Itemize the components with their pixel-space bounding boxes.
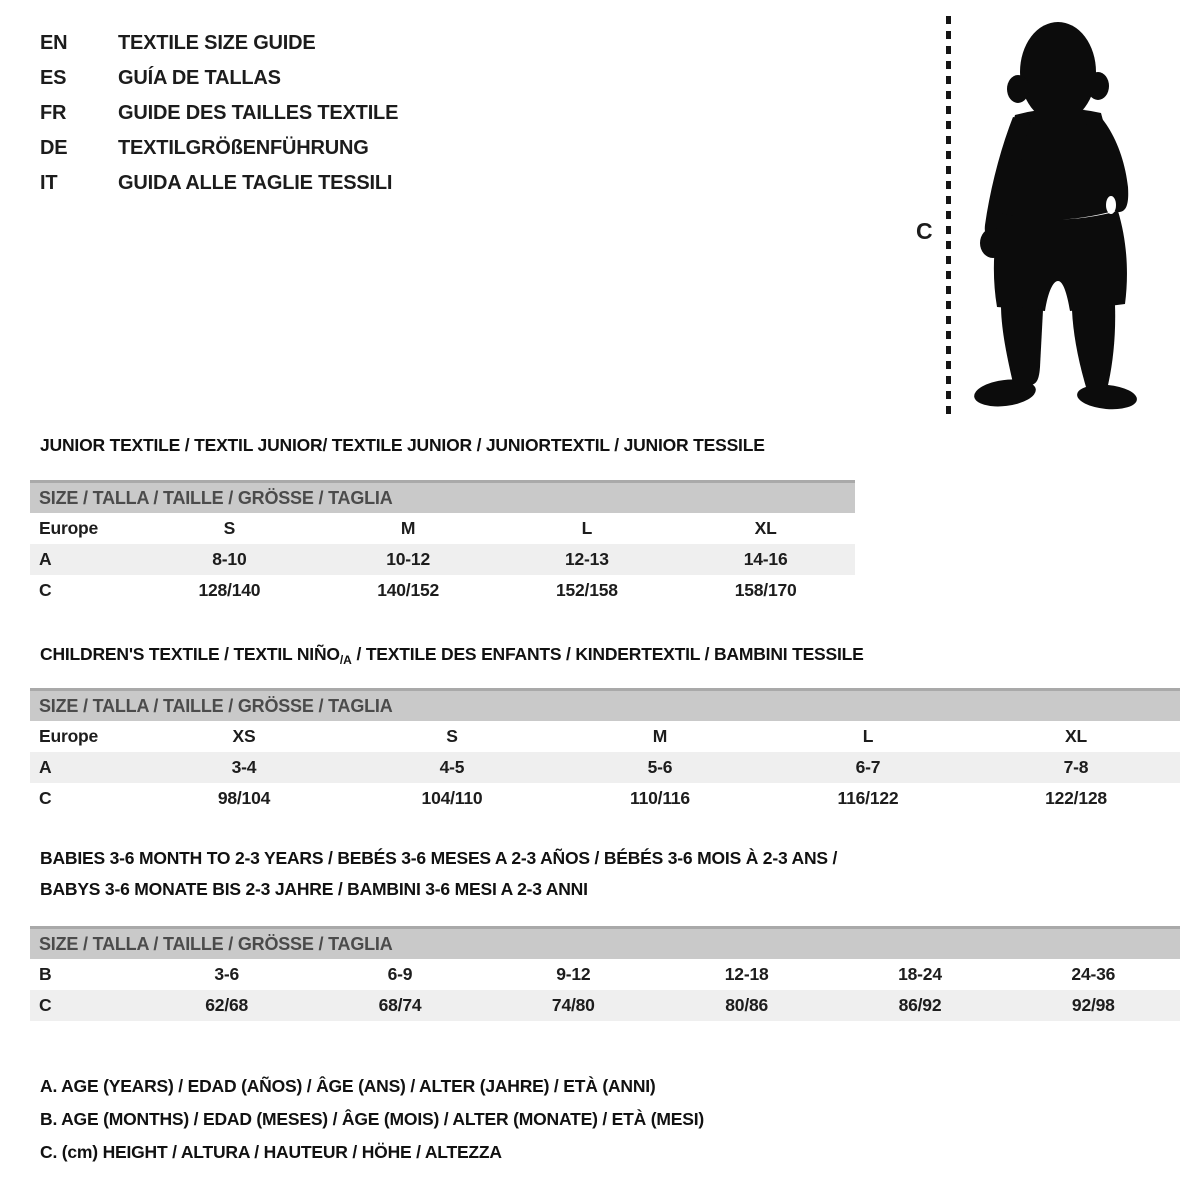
lang-code: IT — [40, 172, 58, 194]
legend-line-a: A. AGE (YEARS) / EDAD (AÑOS) / ÂGE (ANS) / ALTER (JAHRE) / ETÀ (ANNI) — [40, 1076, 656, 1096]
size-cell: M — [400, 518, 416, 538]
babies-title-line1: BABIES 3-6 MONTH TO 2-3 YEARS / BEBÉS 3-6 MESES A 2-3 AÑOS / BÉBÉS 3-6 MOIS À 2-3 ANS / — [40, 848, 838, 868]
size-header-bar — [30, 688, 1180, 721]
lang-code: DE — [40, 137, 68, 159]
height-dashed-line — [946, 16, 951, 418]
age-cell: 10-12 — [386, 549, 430, 569]
age-cell: 4-5 — [439, 757, 465, 777]
age-cell: 5-6 — [647, 757, 673, 777]
legend-line-c: C. (cm) HEIGHT / ALTURA / HAUTEUR / HÖHE / ALTEZZA — [40, 1142, 502, 1162]
size-cell: L — [862, 726, 874, 746]
size-cell: S — [223, 518, 236, 538]
table-row-height — [30, 783, 1180, 814]
table-row-age — [30, 544, 855, 575]
guide-title-de: TEXTILGRÖßENFÜHRUNG — [118, 137, 369, 159]
junior-section-title: JUNIOR TEXTILE / TEXTIL JUNIOR/ TEXTILE JUNIOR / JUNIORTEXTIL / JUNIOR TESSILE — [40, 435, 765, 455]
size-cell: XL — [1065, 726, 1087, 746]
children-section-title — [40, 644, 864, 667]
babies-title-line2: BABYS 3-6 MONATE BIS 2-3 JAHRE / BAMBINI 3-6 MESI A 2-3 ANNI — [40, 879, 588, 899]
children-size-table — [30, 688, 1180, 814]
height-cell: 158/170 — [734, 580, 797, 600]
row-label: A — [39, 549, 52, 569]
table-row-europe — [30, 513, 855, 544]
table-row-height — [30, 990, 1180, 1021]
height-cell: 128/140 — [198, 580, 261, 600]
age-cell: 6-9 — [387, 964, 413, 984]
age-cell: 7-8 — [1063, 757, 1089, 777]
guide-title-it: GUIDA ALLE TAGLIE TESSILI — [118, 172, 393, 194]
table-row-europe — [30, 721, 1180, 752]
size-header-label: SIZE / TALLA / TAILLE / GRÖSSE / TAGLIA — [39, 487, 393, 508]
lang-code: FR — [40, 102, 67, 124]
age-cell: 12-13 — [564, 549, 609, 569]
size-cell: S — [446, 726, 458, 746]
row-label: B — [39, 964, 52, 984]
children-title-post: / TEXTILE DES ENFANTS / KINDERTEXTIL / BAMBINI TESSILE — [351, 644, 864, 664]
height-cell: 116/122 — [837, 788, 899, 808]
row-label: C — [39, 788, 52, 808]
table-row-age-months — [30, 959, 1180, 990]
lang-code: EN — [40, 32, 68, 54]
size-header-label: SIZE / TALLA / TAILLE / GRÖSSE / TAGLIA — [39, 933, 393, 954]
size-cell: M — [652, 726, 668, 746]
guide-title-fr: GUIDE DES TAILLES TEXTILE — [118, 102, 399, 124]
size-cell: XS — [232, 726, 256, 746]
height-cell: 122/128 — [1045, 788, 1107, 808]
row-label: C — [39, 580, 52, 600]
lang-row-fr — [40, 96, 398, 131]
row-label: C — [39, 995, 52, 1015]
lang-code: ES — [40, 67, 67, 89]
size-cell: XL — [754, 518, 777, 538]
babies-size-table — [30, 926, 1180, 1021]
junior-size-table — [30, 480, 855, 606]
height-cell: 110/116 — [630, 788, 690, 808]
language-title-block — [40, 26, 398, 201]
row-label: Europe — [39, 518, 99, 538]
size-header-label: SIZE / TALLA / TAILLE / GRÖSSE / TAGLIA — [39, 695, 393, 716]
height-cell: 104/110 — [421, 788, 483, 808]
toddler-silhouette-icon — [955, 15, 1170, 420]
guide-title-es: GUÍA DE TALLAS — [118, 67, 281, 89]
babies-section-title — [40, 843, 837, 905]
lang-row-it — [40, 166, 398, 201]
lang-row-es — [40, 61, 398, 96]
height-cell: 98/104 — [217, 788, 271, 808]
age-cell: 24-36 — [1071, 964, 1116, 984]
size-cell: L — [581, 518, 593, 538]
guide-title-en: TEXTILE SIZE GUIDE — [118, 32, 316, 54]
lang-row-de — [40, 131, 398, 166]
row-label: A — [39, 757, 52, 777]
age-cell: 3-6 — [214, 964, 240, 984]
age-cell: 6-7 — [855, 757, 881, 777]
height-cell: 92/98 — [1071, 995, 1115, 1015]
row-label: Europe — [39, 726, 99, 746]
children-title-pre: CHILDREN'S TEXTILE / TEXTIL NIÑO — [40, 644, 340, 664]
height-cell: 80/86 — [725, 995, 769, 1015]
height-measure-label: C — [916, 218, 933, 244]
height-cell: 86/92 — [898, 995, 942, 1015]
height-cell: 140/152 — [377, 580, 440, 600]
height-cell: 62/68 — [205, 995, 249, 1015]
age-cell: 3-4 — [231, 757, 257, 777]
table-row-height — [30, 575, 855, 606]
legend-line-b: B. AGE (MONTHS) / EDAD (MESES) / ÂGE (MOIS) / ALTER (MONATE) / ETÀ (MESI) — [40, 1109, 704, 1129]
size-header-bar — [30, 480, 855, 513]
children-title-sub: /A — [339, 653, 352, 667]
age-cell: 8-10 — [212, 549, 247, 569]
height-cell: 68/74 — [378, 995, 422, 1015]
table-row-age — [30, 752, 1180, 783]
height-cell: 152/158 — [555, 580, 618, 600]
size-header-bar — [30, 926, 1180, 959]
age-cell: 18-24 — [898, 964, 942, 984]
lang-row-en — [40, 26, 398, 61]
age-cell: 9-12 — [556, 964, 591, 984]
height-cell: 74/80 — [551, 995, 595, 1015]
age-cell: 12-18 — [724, 964, 769, 984]
measurement-legend — [40, 1070, 704, 1169]
age-cell: 14-16 — [743, 549, 788, 569]
